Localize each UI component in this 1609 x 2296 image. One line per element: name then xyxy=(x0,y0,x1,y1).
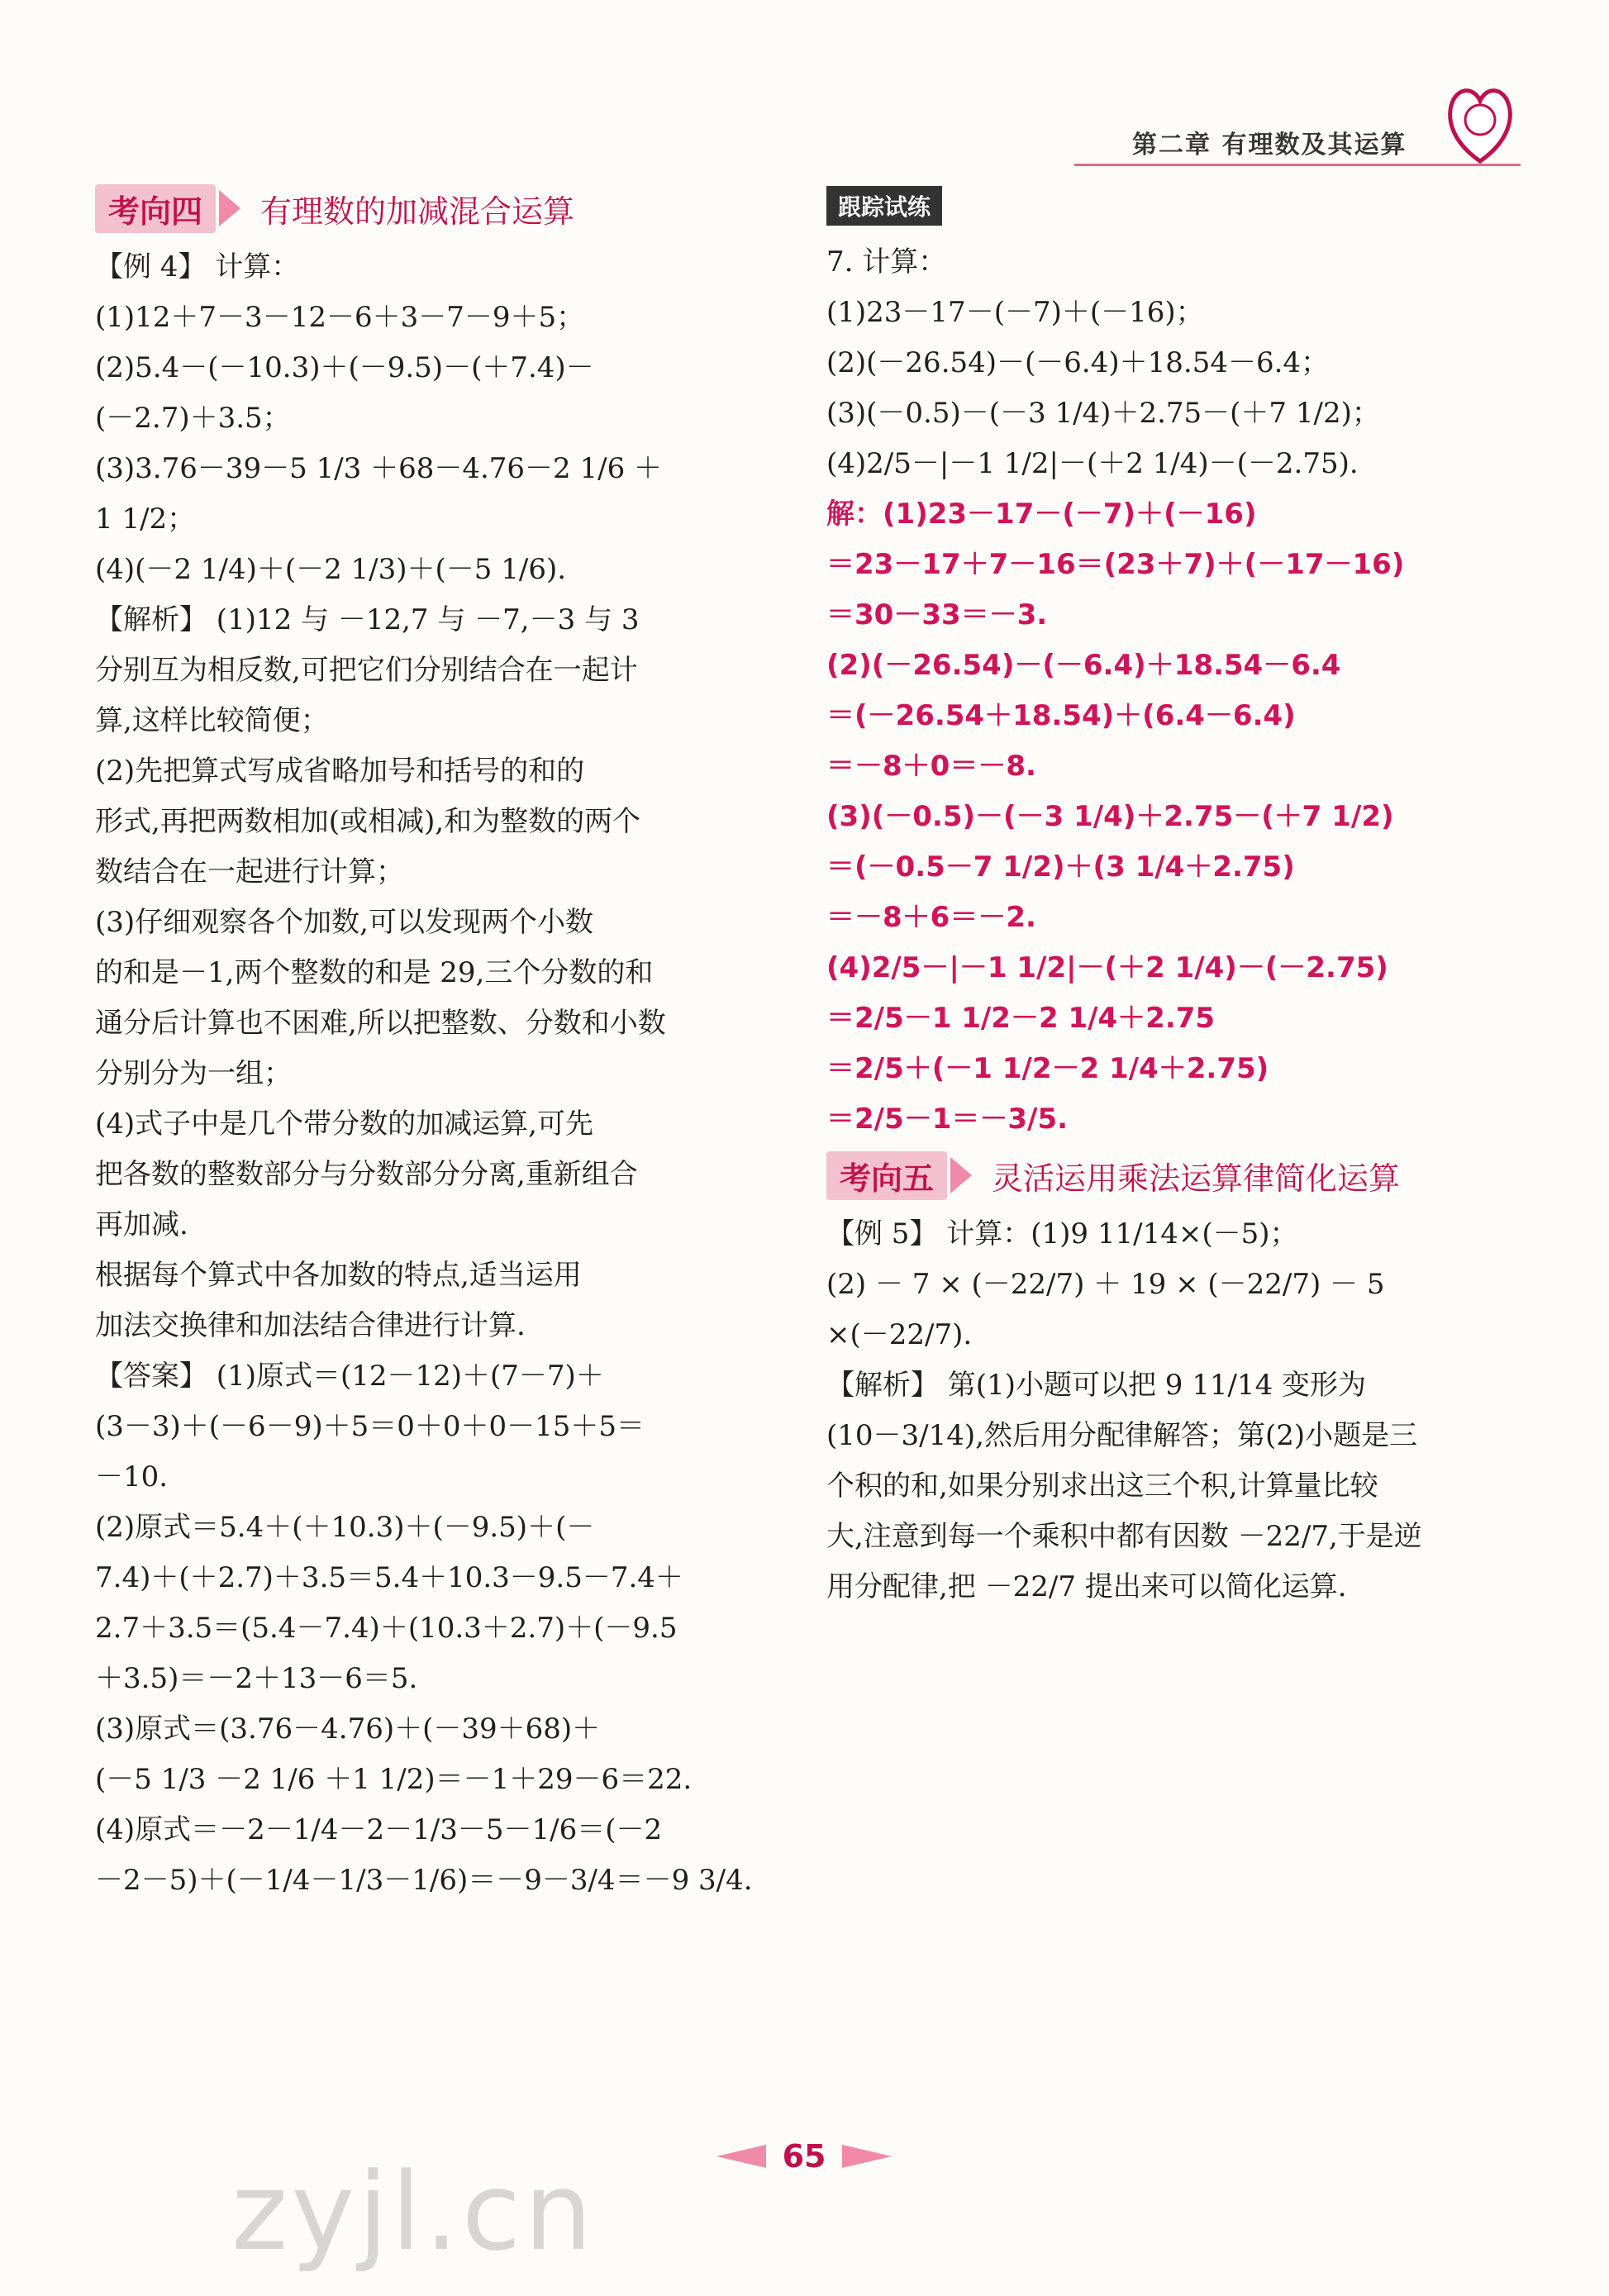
section-tag-4 xyxy=(95,186,781,231)
section-title: 灵活运用乘法运算律简化运算 xyxy=(992,1160,1401,1197)
text-line: (2) － 7 × (－22/7) ＋ 19 × (－22/7) － 5 xyxy=(826,1268,1385,1301)
text-line: ＝－8＋0＝－8. xyxy=(826,750,1036,783)
text-line: ＝(－0.5－7 1/2)＋(3 1/4＋2.75) xyxy=(826,850,1295,884)
text-line: 通分后计算也不困难,所以把整数、分数和小数 xyxy=(95,1007,666,1040)
text-line: (3)3.76－39－5 1/3 ＋68－4.76－2 1/6 ＋ xyxy=(95,452,663,485)
text-line: (3－3)＋(－6－9)＋5＝0＋0＋0－15＋5＝ xyxy=(95,1410,645,1443)
text-line: (－5 1/3 －2 1/6 ＋1 1/2)＝－1＋29－6＝22. xyxy=(95,1763,693,1796)
example-5-block xyxy=(826,1209,1512,1612)
text-line: 【答案】 (1)原式＝(12－12)＋(7－7)＋ xyxy=(95,1360,604,1393)
section-tag-label: 考向四 xyxy=(95,184,216,233)
page-arrow-left-icon xyxy=(716,2145,766,2168)
text-line: (3)(－0.5)－(－3 1/4)＋2.75－(＋7 1/2)； xyxy=(826,397,1380,430)
text-line: (3)(－0.5)－(－3 1/4)＋2.75－(＋7 1/2) xyxy=(826,800,1394,833)
follow-practice-tag: 跟踪试练 xyxy=(826,186,942,226)
text-line: 算,这样比较简便； xyxy=(95,704,329,737)
text-line: (2)先把算式写成省略加号和括号的和的 xyxy=(95,755,585,788)
text-line: ＋3.5)＝－2＋13－6＝5. xyxy=(95,1662,418,1695)
text-line: ＝2/5＋(－1 1/2－2 1/4＋2.75) xyxy=(826,1052,1269,1085)
text-line: －2－5)＋(－1/4－1/3－1/6)＝－9－3/4＝－9 3/4. xyxy=(95,1864,753,1897)
text-line: (3)原式＝(3.76－4.76)＋(－39＋68)＋ xyxy=(95,1712,601,1746)
text-line: 【解析】 第(1)小题可以把 9 11/14 变形为 xyxy=(826,1369,1367,1402)
school-logo-icon xyxy=(1442,83,1518,165)
text-line: (4)2/5－|－1 1/2|－(＋2 1/4)－(－2.75) xyxy=(826,951,1388,984)
page-arrow-right-icon xyxy=(842,2145,892,2168)
text-line: 【例 4】 计算： xyxy=(95,250,300,283)
text-line: 7.4)＋(＋2.7)＋3.5＝5.4＋10.3－9.5－7.4＋ xyxy=(95,1561,683,1594)
question-7-block xyxy=(826,237,1512,489)
text-line: 的和是－1,两个整数的和是 29,三个分数的和 xyxy=(95,956,654,989)
text-line: (3)仔细观察各个加数,可以发现两个小数 xyxy=(95,906,593,939)
section-tag-label: 考向五 xyxy=(826,1151,947,1200)
text-line: (4)(－2 1/4)＋(－2 1/3)＋(－5 1/6). xyxy=(95,553,567,586)
text-line: ×(－22/7). xyxy=(826,1318,973,1351)
text-line: (2)(－26.54)－(－6.4)＋18.54－6.4 xyxy=(826,649,1341,682)
page-number-text: 65 xyxy=(782,2138,826,2175)
text-line: 再加减. xyxy=(95,1208,188,1241)
text-line: ＝(－26.54＋18.54)＋(6.4－6.4) xyxy=(826,699,1296,732)
text-line: ＝30－33＝－3. xyxy=(826,598,1048,631)
text-line: 根据每个算式中各加数的特点,适当运用 xyxy=(95,1259,582,1292)
text-line: (4)式子中是几个带分数的加减运算,可先 xyxy=(95,1108,593,1141)
text-line: 加法交换律和加法结合律进行计算. xyxy=(95,1309,526,1342)
section-title: 有理数的加减混合运算 xyxy=(260,193,575,230)
text-line: 用分配律,把 －22/7 提出来可以简化运算. xyxy=(826,1570,1347,1603)
page-number xyxy=(717,2136,891,2176)
tag-arrow-icon xyxy=(950,1157,972,1193)
solution-7-block xyxy=(826,489,1512,1145)
text-line: ＝2/5－1 1/2－2 1/4＋2.75 xyxy=(826,1002,1216,1035)
text-line: 数结合在一起进行计算； xyxy=(95,855,404,888)
text-line: (10－3/14),然后用分配律解答；第(2)小题是三 xyxy=(826,1419,1418,1452)
text-line: (4)2/5－|－1 1/2|－(＋2 1/4)－(－2.75). xyxy=(826,447,1359,480)
example-4-block xyxy=(95,242,781,1906)
text-line: ＝23－17＋7－16＝(23＋7)＋(－17－16) xyxy=(826,548,1405,581)
text-line: 【例 5】 计算：(1)9 11/14×(－5)； xyxy=(826,1217,1298,1250)
left-column xyxy=(95,186,781,1906)
text-line: 【解析】 (1)12 与 －12,7 与 －7,－3 与 3 xyxy=(95,603,640,636)
text-line: (2)5.4－(－10.3)＋(－9.5)－(＋7.4)－ xyxy=(95,351,594,384)
text-line: ＝－8＋6＝－2. xyxy=(826,901,1036,934)
text-line: 形式,再把两数相加(或相减),和为整数的两个 xyxy=(95,805,641,838)
right-column xyxy=(826,186,1512,1612)
text-line: (4)原式＝－2－1/4－2－1/3－5－1/6＝(－2 xyxy=(95,1813,663,1846)
text-line: 7. 计算： xyxy=(826,245,947,279)
text-line: 把各数的整数部分与分数部分分离,重新组合 xyxy=(95,1158,638,1191)
text-line: (2)原式＝5.4＋(＋10.3)＋(－9.5)＋(－ xyxy=(95,1511,595,1544)
text-line: 解：(1)23－17－(－7)＋(－16) xyxy=(826,498,1257,531)
text-line: 1 1/2； xyxy=(95,503,196,536)
chapter-header: 第二章 有理数及其运算 xyxy=(1132,131,1407,160)
text-line: (－2.7)＋3.5； xyxy=(95,402,291,435)
text-line: 个积的和,如果分别求出这三个积,计算量比较 xyxy=(826,1470,1378,1503)
text-line: (2)(－26.54)－(－6.4)＋18.54－6.4； xyxy=(826,346,1330,379)
tag-arrow-icon xyxy=(219,190,240,226)
text-line: 分别互为相反数,可把它们分别结合在一起计 xyxy=(95,654,638,687)
text-line: ＝2/5－1＝－3/5. xyxy=(826,1103,1069,1136)
watermark: zyjl.cn xyxy=(231,2149,596,2275)
text-line: (1)12＋7－3－12－6＋3－7－9＋5； xyxy=(95,301,585,334)
text-line: 分别分为一组； xyxy=(95,1057,292,1090)
text-line: (1)23－17－(－7)＋(－16)； xyxy=(826,296,1204,329)
text-line: －10. xyxy=(95,1460,169,1493)
text-line: 大,注意到每一个乘积中都有因数 －22/7,于是逆 xyxy=(826,1520,1422,1553)
section-tag-5 xyxy=(826,1153,1512,1198)
text-line: 2.7＋3.5＝(5.4－7.4)＋(10.3＋2.7)＋(－9.5 xyxy=(95,1612,678,1645)
